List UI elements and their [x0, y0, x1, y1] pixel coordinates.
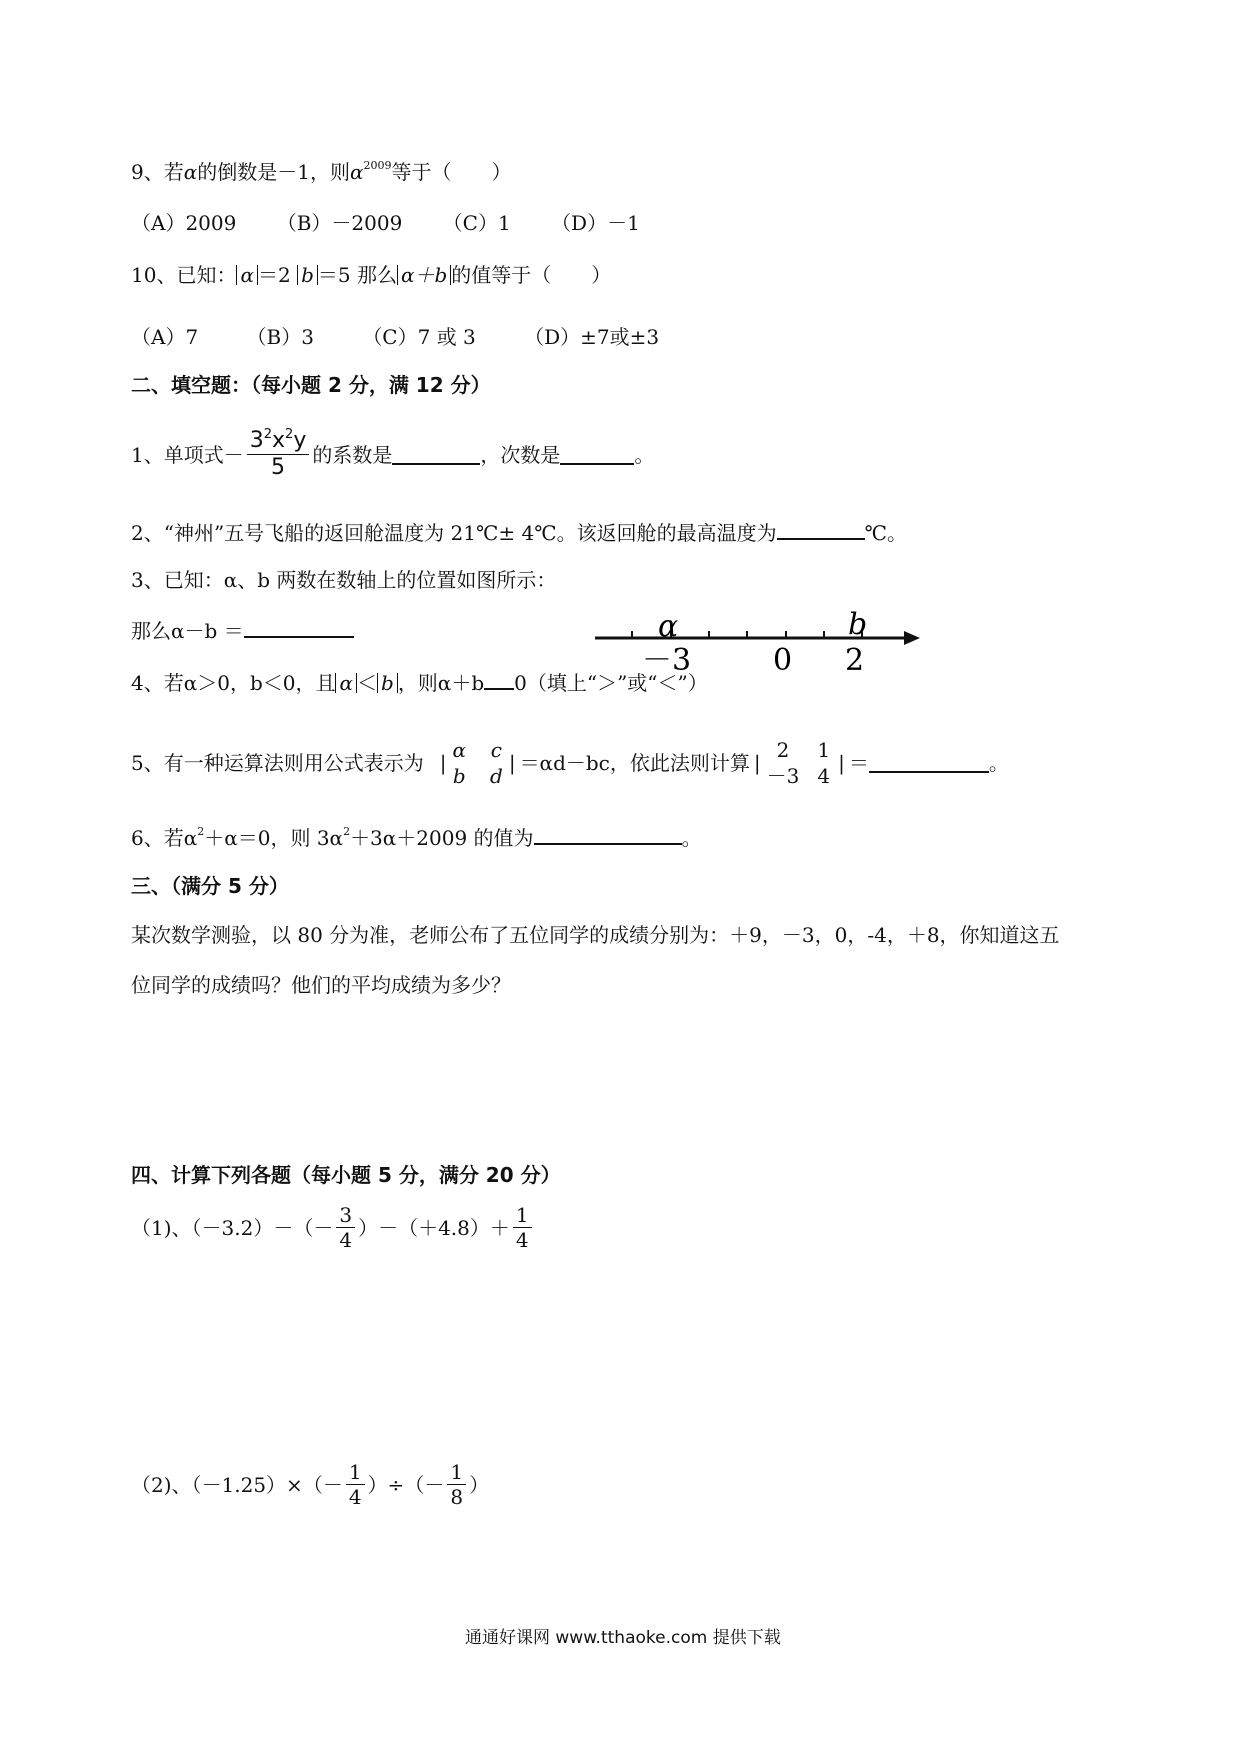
problem-2: （2)、（－1.25）×（－ $\frac{1}{4}$ ）÷（－ $\frac{1}{8}$ ）: [131, 1460, 490, 1509]
option-d: （D）－1: [551, 211, 640, 235]
abs-sum: α＋b: [397, 265, 451, 285]
fraction: $\frac{3}{4}$: [336, 1205, 355, 1250]
fraction: $\frac{1}{4}$: [346, 1462, 365, 1507]
abs-alpha: α: [236, 265, 258, 285]
fill-1: 1、单项式－ $\frac{3^2x^2y}{5}$ 的系数是 ，次数是 。: [131, 427, 655, 480]
fraction: $\frac{1}{8}$: [447, 1462, 466, 1507]
question-9-options: [131, 213, 640, 233]
fill-6: 6、若$\alpha^2+\alpha=0$，则 $3\alpha^2+3\alpha+2009$ 的值为 。: [131, 825, 702, 850]
axis-arrow: [904, 631, 920, 645]
footer-credit: 通通好课网 www.tthaoke.com 提供下载: [465, 1628, 781, 1648]
section-4-title: 四、计算下列各题（每小题 5 分，满分 20 分）: [131, 1163, 561, 1187]
axis-label-b: b: [848, 607, 868, 642]
abs-alpha: α: [335, 673, 357, 693]
problem-1: （1)、（－3.2）－（－ $\frac{3}{4}$ ）－（＋4.8）＋ $\frac{1}{4}$: [131, 1205, 535, 1250]
answer-blank[interactable]: [777, 520, 865, 540]
section-3-title: 三、（满分 5 分）: [131, 874, 289, 898]
option-a: （A）7: [131, 325, 199, 349]
option-b: （B）－2009: [276, 211, 403, 235]
abs-b: b: [377, 673, 398, 693]
section-3-line-1: 某次数学测验，以 80 分为准，老师公布了五位同学的成绩分别为：＋9，－3，0，-4，＋8，你知道这五: [131, 923, 1060, 947]
question-9: 9、若α的倒数是－1，则$\alpha^{2009}$等于（ ）: [131, 159, 512, 184]
tick-label-neg3: －3: [642, 643, 692, 678]
question-10: 10、已知： α ＝2 b ＝5 那么 α＋b 的值等于（ ）: [131, 263, 612, 287]
fraction: $\frac{1}{4}$: [513, 1205, 532, 1250]
answer-blank[interactable]: [244, 618, 354, 638]
answer-blank[interactable]: [392, 445, 480, 465]
number-line: [590, 600, 920, 680]
option-a: （A）2009: [131, 211, 237, 235]
answer-blank[interactable]: [560, 445, 634, 465]
answer-blank[interactable]: [869, 753, 989, 773]
section-2-title: 二、填空题：（每小题 2 分，满 12 分）: [131, 373, 491, 397]
monomial-fraction: $\frac{3^2x^2y}{5}$: [247, 430, 310, 479]
fill-2: 2、“神州”五号飞船的返回舱温度为 21℃± 4℃。该返回舱的最高温度为 ℃。: [131, 521, 907, 545]
option-d: （D）±7或±3: [524, 325, 660, 349]
tick-label-0: 0: [773, 643, 793, 678]
option-c: （C）7 或 3: [362, 325, 476, 349]
section-3-line-2: 位同学的成绩吗？他们的平均成绩为多少？: [131, 973, 511, 997]
option-b: （B）3: [246, 325, 314, 349]
answer-blank[interactable]: [534, 825, 682, 845]
fill-4: 4、若α＞0，b＜0，且 α ＜ b ，则α＋b 0（填上“＞”或“＜”）: [131, 671, 708, 695]
axis-label-alpha: α: [658, 609, 679, 644]
determinant-values: 2 1 －3 4: [766, 738, 831, 788]
option-c: （C）1: [442, 211, 511, 235]
fill-3: 3、已知：α、b 两数在数轴上的位置如图所示：: [131, 568, 557, 592]
tick-label-2: 2: [845, 643, 865, 678]
fill-5: 5、有一种运算法则用公式表示为 | α c b d | ＝αd－bc，依此法则计算 | 2 1 －3 4 | ＝ 。: [131, 738, 1009, 788]
determinant-formula: α c b d: [452, 738, 503, 788]
fill-3-answer: 那么α－b ＝: [131, 618, 354, 641]
answer-blank[interactable]: [484, 670, 514, 690]
abs-b: b: [297, 265, 318, 285]
question-10-options: [131, 327, 659, 347]
